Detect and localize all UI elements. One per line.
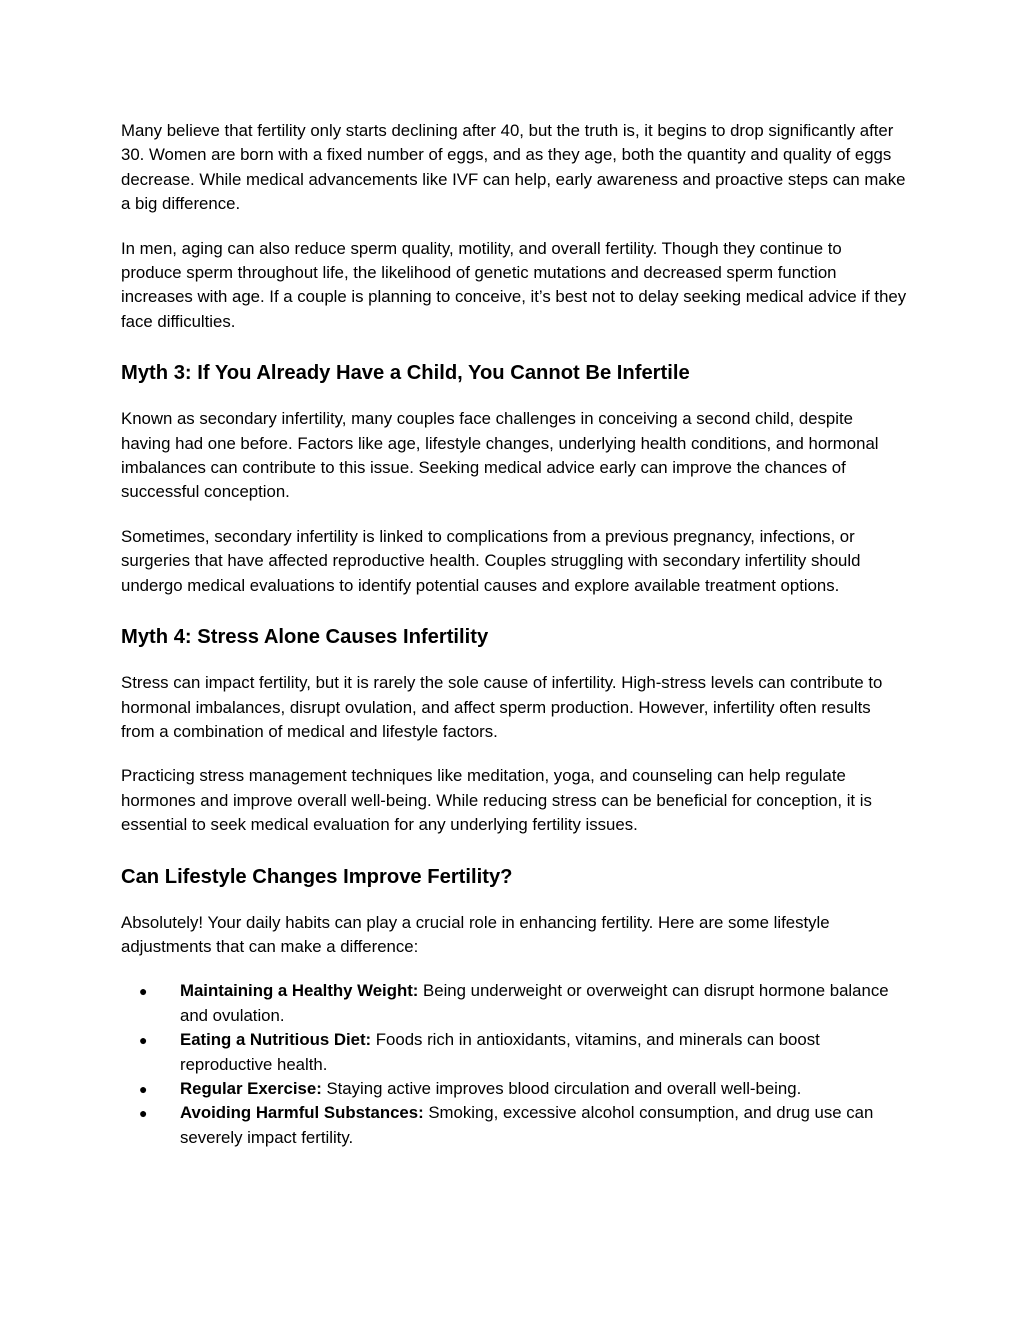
intro-paragraph-1: Many believe that fertility only starts declining after 40, but the truth is, it begins to drop significantly after 30. Women are born with a fixed number of eggs, and as they age, both the quantity and quality of eggs decrease. While medical advancements like IVF can help, early awareness and proactive steps can make a big difference. — [121, 121, 906, 214]
myth3-paragraph-2: Sometimes, secondary infertility is linked to complications from a previous pregnancy, infections, or surgeries that have affected reproductive health. Couples struggling with secondary infertility should undergo medical evaluations to identify potential causes and explore available treatment options. — [121, 526, 861, 595]
list-item-title: Eating a Nutritious Diet: — [180, 1030, 372, 1050]
bullet-icon: ● — [139, 1105, 148, 1122]
myth3-heading: Myth 3: If You Already Have a Child, You Cannot Be Infertile — [121, 362, 690, 385]
intro-paragraph-2: In men, aging can also reduce sperm quality, motility, and overall fertility. Though they continue to produce sperm throughout life, the likelihood of genetic mutations and decreased sperm function increases with age. If a couple is planning to conceive, it’s best not to delay seeking medical advice if they face difficulties. — [121, 238, 907, 331]
myth4-paragraph-2: Practicing stress management techniques like meditation, yoga, and counseling can help regulate hormones and improve overall well-being. While reducing stress can be beneficial for conception, it is essential to seek medical evaluation for any underlying fertility issues. — [121, 766, 872, 835]
myth4-paragraph-1: Stress can impact fertility, but it is rarely the sole cause of infertility. High-stress levels can contribute to hormonal imbalances, disrupt ovulation, and affect sperm production. However, infertility often results from a combination of medical and lifestyle factors. — [121, 673, 883, 741]
document-page — [121, 119, 907, 1150]
list-item-text: Staying active improves blood circulation and overall well-being. — [321, 1078, 802, 1098]
list-item-title: Avoiding Harmful Substances: — [180, 1103, 424, 1123]
list-item — [121, 1077, 907, 1101]
list-item-title: Regular Exercise: — [180, 1078, 322, 1098]
list-item-text: Smoking, excessive alcohol consumption, and drug use can severely impact fertility. — [180, 1103, 874, 1147]
myth4-heading: Myth 4: Stress Alone Causes Infertility — [121, 626, 489, 649]
list-item-text: Foods rich in antioxidants, vitamins, and minerals can boost reproductive health. — [180, 1030, 820, 1074]
list-item-text: Being underweight or overweight can disrupt hormone balance and ovulation. — [180, 981, 889, 1025]
bullet-icon: ● — [139, 1080, 148, 1097]
lifestyle-list — [121, 979, 907, 1150]
list-item — [121, 979, 907, 1028]
lifestyle-intro: Absolutely! Your daily habits can play a crucial role in enhancing fertility. Here are some lifestyle adjustments that can make a difference: — [121, 912, 830, 956]
bullet-icon: ● — [139, 1032, 148, 1049]
list-item — [121, 1028, 907, 1077]
bullet-icon: ● — [139, 983, 148, 1000]
list-item-title: Maintaining a Healthy Weight: — [180, 981, 419, 1001]
myth3-paragraph-1: Known as secondary infertility, many couples face challenges in conceiving a second child, despite having had one before. Factors like age, lifestyle changes, underlying health conditions, and hormonal imbalances can contribute to this issue. Seeking medical advice early can improve the chances of successful conception. — [121, 409, 879, 502]
lifestyle-heading: Can Lifestyle Changes Improve Fertility? — [121, 865, 513, 888]
list-item — [121, 1101, 907, 1150]
